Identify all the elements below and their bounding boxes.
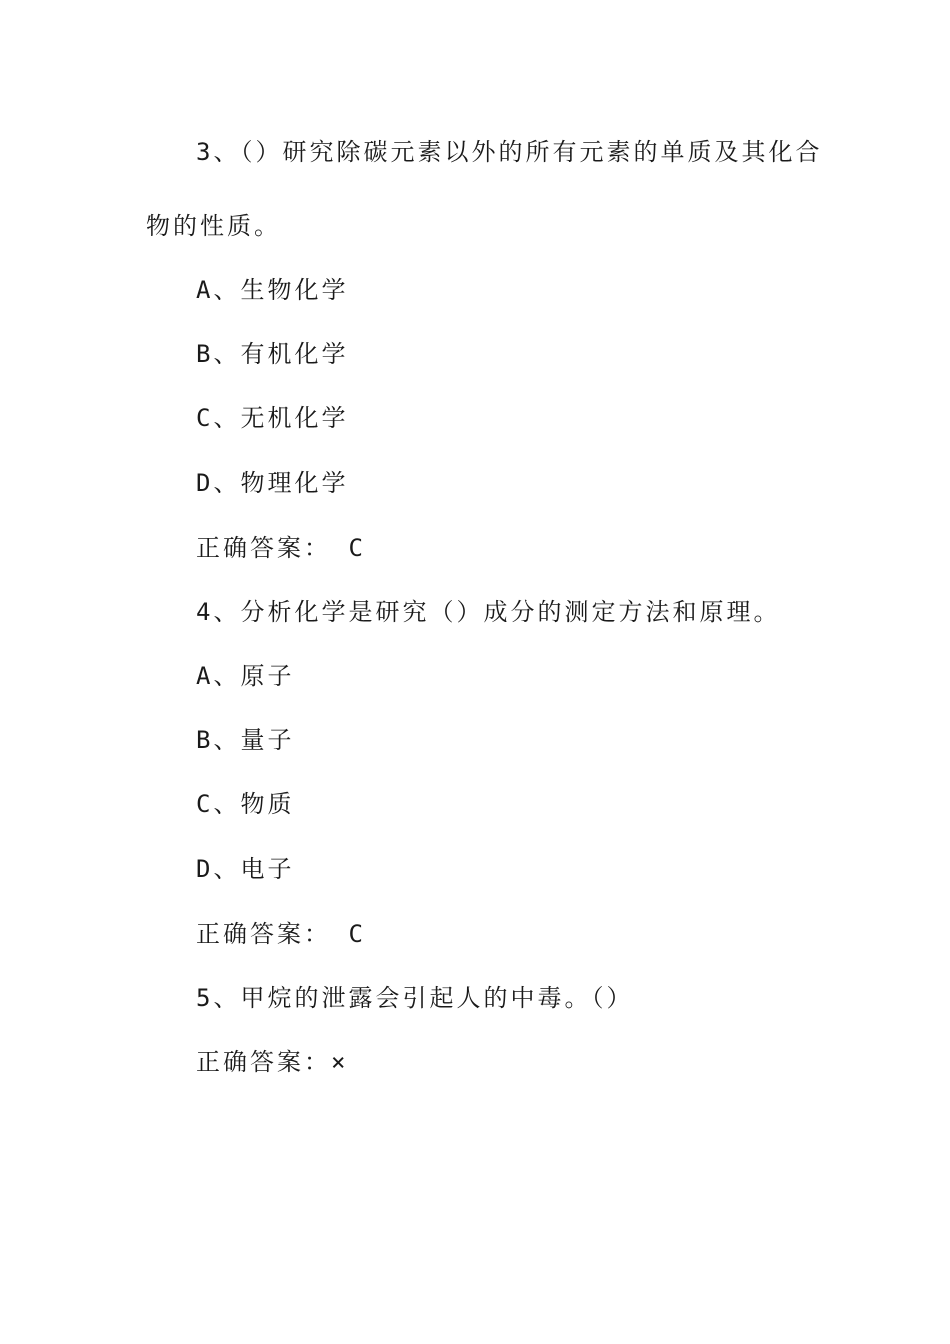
question-4-option-c: C、物质 bbox=[196, 790, 295, 818]
question-3-option-b: B、有机化学 bbox=[196, 340, 349, 368]
question-3-option-c: C、无机化学 bbox=[196, 404, 349, 432]
question-3-stem-line-2: 物的性质。 bbox=[146, 212, 281, 240]
question-3-option-a: A、生物化学 bbox=[196, 276, 349, 304]
question-4-stem: 4、分析化学是研究（）成分的测定方法和原理。 bbox=[196, 598, 781, 626]
question-5-answer: 正确答案：× bbox=[196, 1048, 349, 1076]
question-3-answer: 正确答案： C bbox=[196, 534, 366, 562]
question-5-stem: 5、甲烷的泄露会引起人的中毒。（） bbox=[196, 984, 634, 1012]
question-3-stem-line-1: 3、（）研究除碳元素以外的所有元素的单质及其化合 bbox=[196, 138, 823, 166]
question-4-option-d: D、电子 bbox=[196, 855, 295, 883]
question-4-answer: 正确答案： C bbox=[196, 920, 366, 948]
question-4-option-b: B、量子 bbox=[196, 726, 295, 754]
question-4-option-a: A、原子 bbox=[196, 662, 295, 690]
question-3-option-d: D、物理化学 bbox=[196, 469, 349, 497]
